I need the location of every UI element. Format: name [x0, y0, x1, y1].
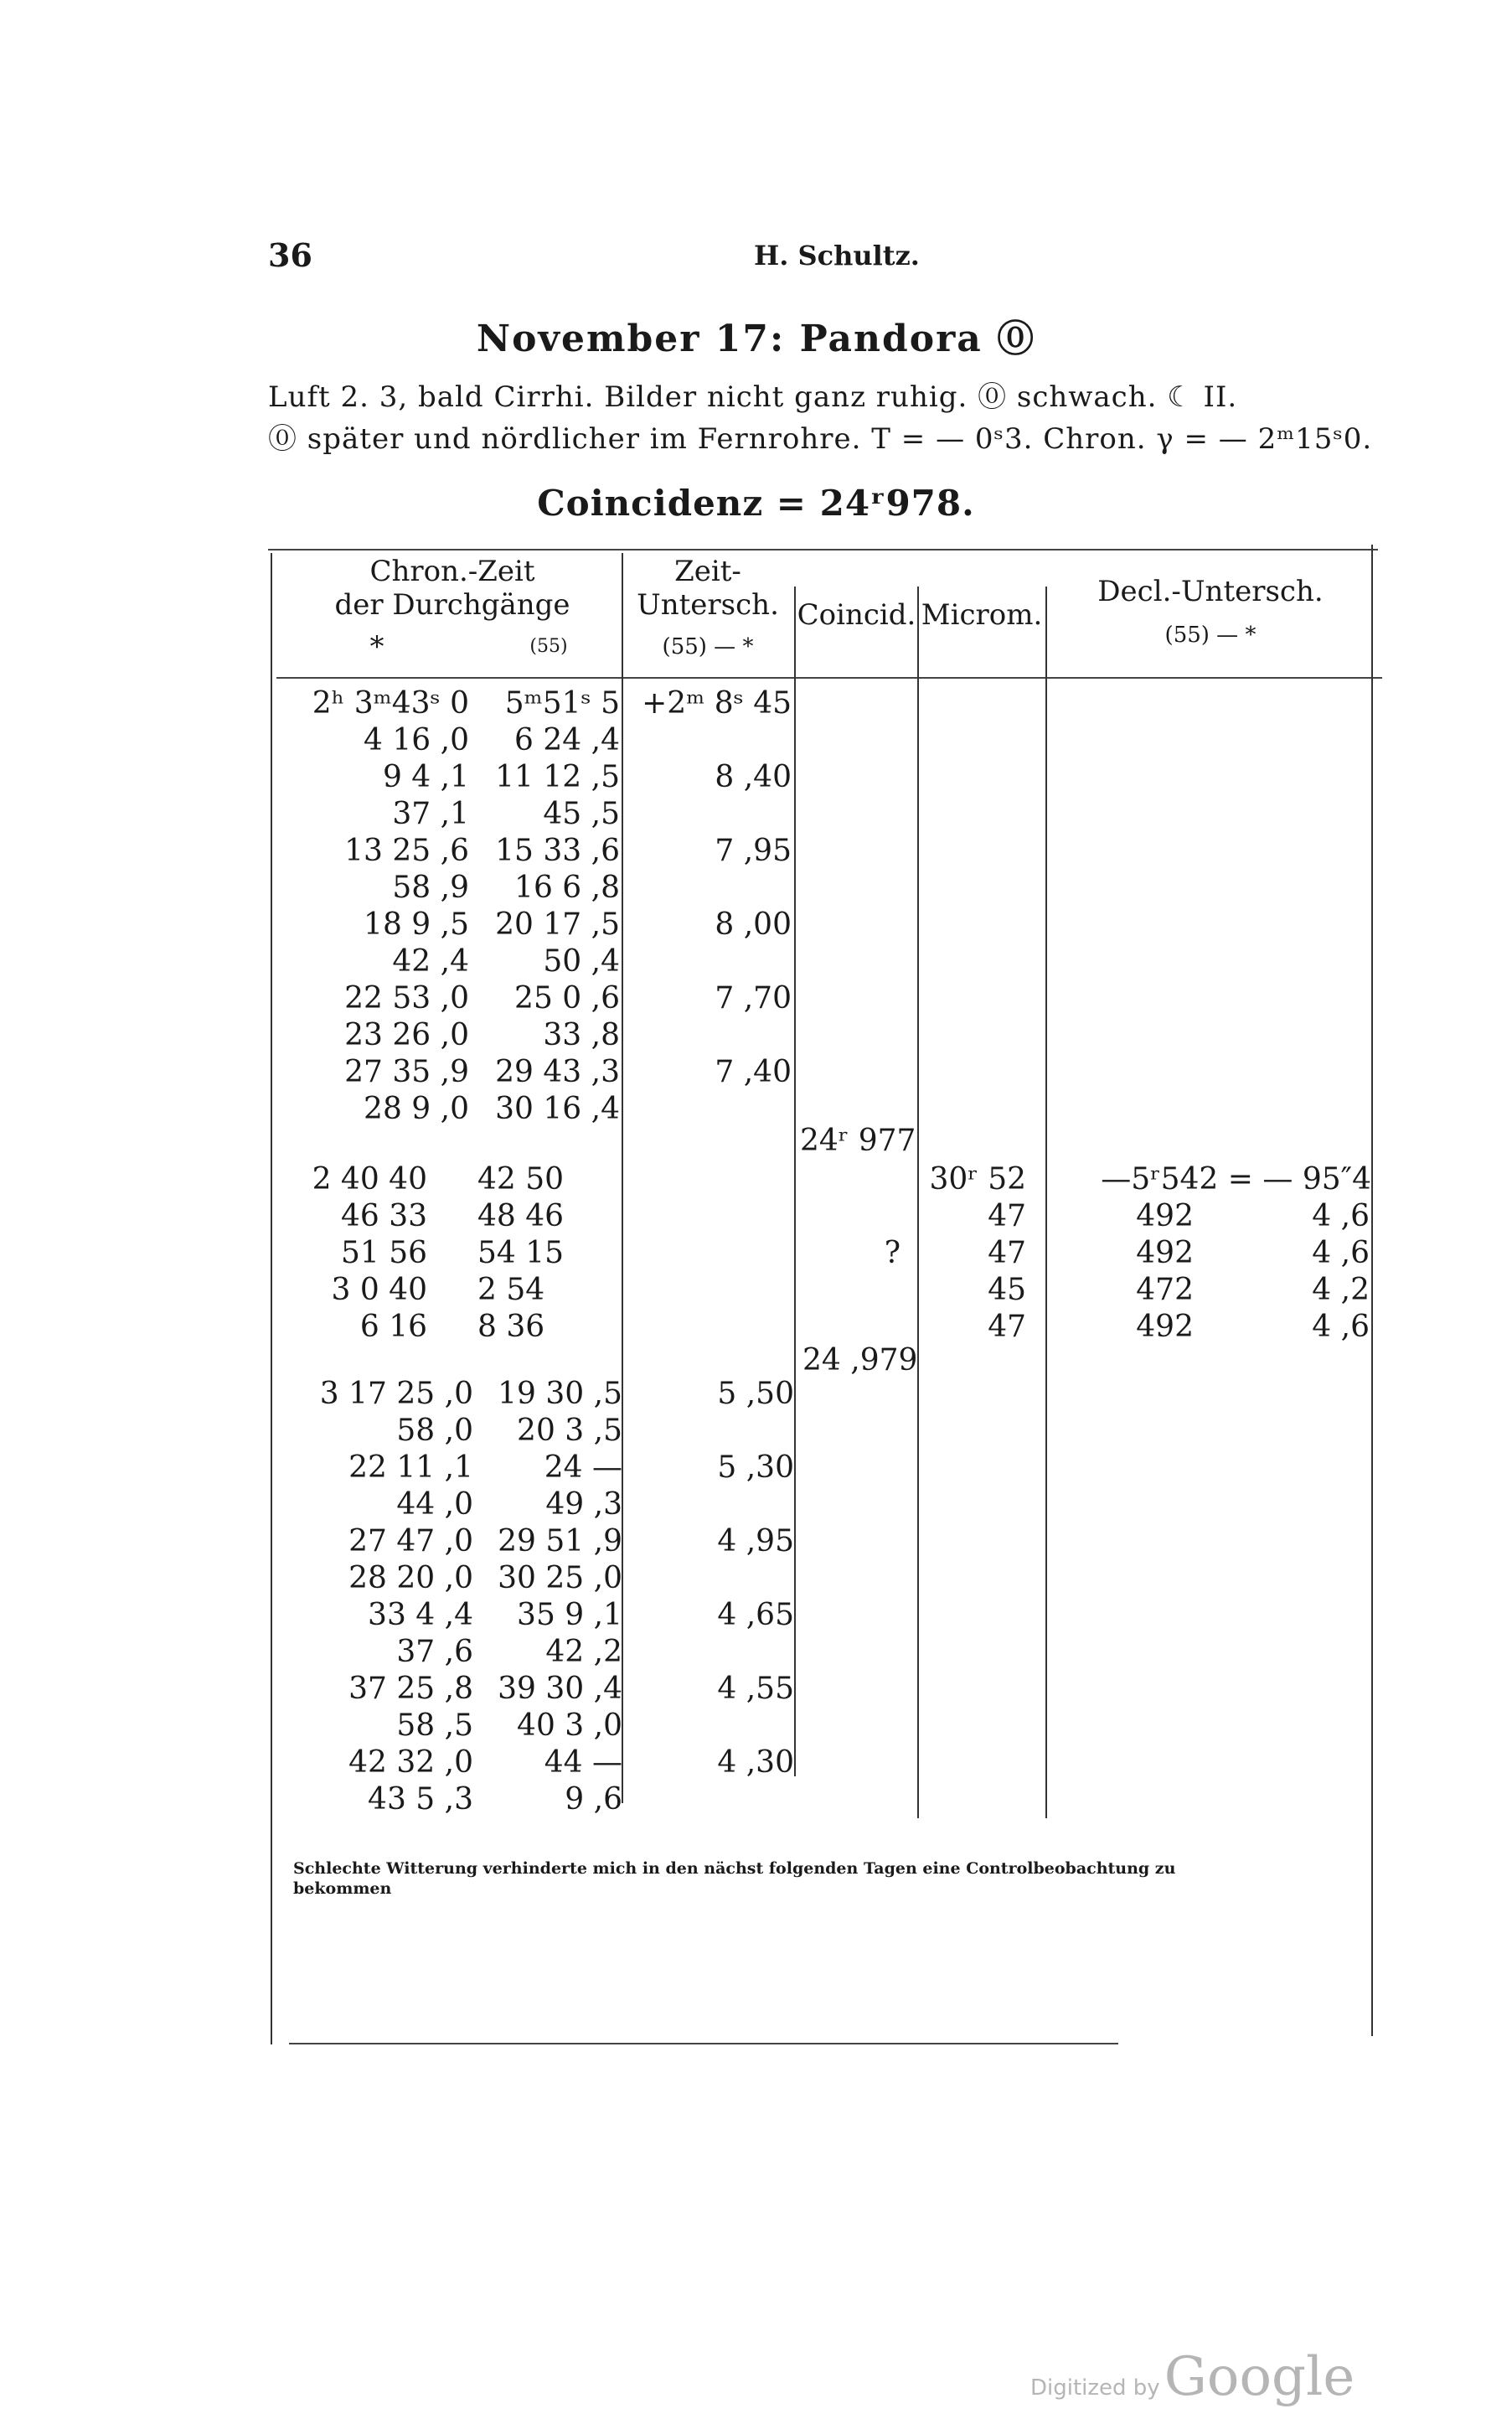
- chron-star-cell: 18 9 ,5: [364, 907, 469, 942]
- header-zeit-sub: (55) — *: [662, 634, 754, 659]
- chron-star-cell: 33 4 ,4: [368, 1598, 473, 1632]
- chron-planet-cell: 48 46: [477, 1199, 565, 1233]
- microm-cell: 47: [988, 1199, 1026, 1233]
- chron-planet-cell: 16 6 ,8: [514, 871, 620, 905]
- chron-star-cell: 28 9 ,0: [364, 1092, 469, 1126]
- chron-planet-cell: 45 ,5: [543, 797, 620, 831]
- chron-star-cell: 43 5 ,3: [368, 1782, 473, 1817]
- chron-star-cell: 37 25 ,8: [348, 1672, 473, 1706]
- chron-star-cell: 3 17 25 ,0: [319, 1377, 473, 1411]
- chron-planet-cell: 39 30 ,4: [498, 1672, 622, 1706]
- table-header-rule: [276, 677, 1382, 679]
- chron-planet-cell: 29 43 ,3: [495, 1055, 620, 1089]
- table-bottom-rule: [289, 2043, 1118, 2044]
- zeit-diff-cell: 4 ,95: [717, 1524, 794, 1558]
- chron-planet-cell: 8 36: [477, 1310, 545, 1344]
- zeit-diff-cell: 7 ,40: [715, 1055, 792, 1089]
- chron-star-cell: 9 4 ,1: [382, 760, 469, 794]
- chron-planet-cell: 30 16 ,4: [495, 1092, 620, 1126]
- chron-planet-cell: 49 ,3: [545, 1487, 622, 1522]
- decl-diff-cell: —5ʳ542 = — 95″4: [1101, 1162, 1371, 1197]
- chron-planet-cell: 5ᵐ51ˢ 5: [504, 686, 620, 721]
- chron-star-cell: 46 33: [340, 1199, 427, 1233]
- coincid-value-1: 24ʳ 977: [800, 1124, 916, 1158]
- chron-planet-cell: 15 33 ,6: [495, 834, 620, 868]
- decl-arcsec-cell: 4 ,6: [1312, 1236, 1370, 1270]
- google-watermark: [1030, 2346, 1355, 2408]
- chron-star-cell: 58 ,5: [396, 1708, 473, 1743]
- chron-planet-cell: 2 54: [477, 1273, 545, 1307]
- chron-star-cell: 4 16 ,0: [364, 723, 469, 757]
- chron-star-cell: 2 40 40: [312, 1162, 427, 1197]
- zeit-diff-cell: 8 ,40: [715, 760, 792, 794]
- zeit-diff-cell: 7 ,95: [715, 834, 792, 868]
- chron-star-cell: 22 11 ,1: [348, 1450, 473, 1485]
- chron-star-cell: 44 ,0: [396, 1487, 473, 1522]
- decl-arcsec-cell: 4 ,2: [1312, 1273, 1370, 1307]
- decl-diff-cell: 472: [1136, 1273, 1194, 1307]
- chron-star-cell: 42 32 ,0: [348, 1745, 473, 1780]
- chron-planet-cell: 20 17 ,5: [495, 907, 620, 942]
- chron-star-cell: 6 16: [359, 1310, 427, 1344]
- chron-planet-cell: 19 30 ,5: [498, 1377, 622, 1411]
- header-zeit-2: Untersch.: [637, 588, 779, 622]
- decl-arcsec-cell: 4 ,6: [1312, 1199, 1370, 1233]
- decl-diff-cell: 492: [1136, 1310, 1194, 1344]
- chron-star-cell: 58 ,9: [392, 871, 469, 905]
- section-title: November 17: Pandora ⓪: [476, 318, 1036, 360]
- header-decl-sub: (55) — *: [1164, 623, 1257, 648]
- zeit-diff-cell: 4 ,55: [717, 1672, 794, 1706]
- zeit-diff-cell: 4 ,65: [717, 1598, 794, 1632]
- zeit-diff-cell: 8 ,00: [715, 907, 792, 942]
- microm-cell: 30ʳ 52: [929, 1162, 1026, 1197]
- zeit-diff-cell: 4 ,30: [717, 1745, 794, 1780]
- chron-planet-cell: 6 24 ,4: [514, 723, 620, 757]
- chron-planet-cell: 29 51 ,9: [498, 1524, 622, 1558]
- chron-star-cell: 27 47 ,0: [348, 1524, 473, 1558]
- page-number: 36: [268, 236, 312, 274]
- col-divider-coincid: [794, 587, 796, 1776]
- footnote-line-1: Schlechte Witterung verhinderte mich in den nächst folgenden Tagen eine Controlbeobachtung zu: [293, 1859, 1176, 1878]
- header-chron-1: Chron.-Zeit: [369, 555, 535, 588]
- chron-planet-cell: 44 —: [544, 1745, 622, 1780]
- table-right-border: [1371, 545, 1373, 2036]
- chron-star-cell: 42 ,4: [392, 944, 469, 979]
- chron-planet-cell: 54 15: [477, 1236, 565, 1270]
- intro-line-2: ⓪ später und nördlicher im Fernrohre. T = — 0ˢ3. Chron. γ = — 2ᵐ15ˢ0.: [268, 422, 1373, 456]
- chron-planet-cell: 42 50: [477, 1162, 565, 1197]
- chron-star-cell: 37 ,6: [396, 1635, 473, 1669]
- watermark-logo-text: Google: [1164, 2346, 1355, 2408]
- zeit-diff-cell: 5 ,50: [717, 1377, 794, 1411]
- chron-planet-cell: 24 —: [544, 1450, 622, 1485]
- chron-planet-cell: 40 3 ,0: [517, 1708, 622, 1743]
- chron-planet-cell: 42 ,2: [545, 1635, 622, 1669]
- microm-cell: 45: [988, 1273, 1026, 1307]
- coincidenz-heading: Coincidenz = 24ʳ978.: [537, 483, 975, 524]
- footnote-line-2: bekommen: [293, 1879, 392, 1898]
- header-zeit-1: Zeit-: [674, 555, 741, 588]
- table-left-border: [271, 553, 272, 2044]
- header-coincid: Coincid.: [797, 598, 916, 632]
- zeit-diff-cell: 7 ,70: [715, 981, 792, 1016]
- table-top-rule: [268, 549, 1378, 550]
- chron-star-cell: 27 35 ,9: [344, 1055, 469, 1089]
- chron-star-cell: 28 20 ,0: [348, 1561, 473, 1595]
- chron-planet-cell: 30 25 ,0: [498, 1561, 622, 1595]
- coincid-cell: ?: [884, 1236, 900, 1270]
- coincid-value-2: 24 ,979: [802, 1343, 918, 1377]
- col-divider-decl: [1045, 587, 1047, 1818]
- chron-planet-cell: 35 9 ,1: [517, 1598, 622, 1632]
- microm-cell: 47: [988, 1236, 1026, 1270]
- chron-star-cell: 51 56: [340, 1236, 427, 1270]
- running-head-author: H. Schultz.: [754, 240, 920, 271]
- chron-planet-cell: 11 12 ,5: [495, 760, 620, 794]
- header-chron-2: der Durchgänge: [334, 588, 570, 622]
- footnote: [293, 1858, 1175, 1899]
- decl-diff-cell: 492: [1136, 1199, 1194, 1233]
- chron-star-cell: 23 26 ,0: [344, 1018, 469, 1052]
- zeit-diff-cell: +2ᵐ 8ˢ 45: [642, 686, 792, 721]
- chron-star-cell: 37 ,1: [392, 797, 469, 831]
- zeit-diff-cell: 5 ,30: [717, 1450, 794, 1485]
- chron-planet-cell: 33 ,8: [543, 1018, 620, 1052]
- header-chron-star: *: [369, 630, 384, 664]
- microm-cell: 47: [988, 1310, 1026, 1344]
- watermark-small-text: Digitized by: [1030, 2375, 1160, 2401]
- header-chron-planet: (55): [529, 636, 568, 657]
- chron-star-cell: 2ʰ 3ᵐ43ˢ 0: [312, 686, 469, 721]
- chron-star-cell: 3 0 40: [331, 1273, 427, 1307]
- col-divider-microm: [917, 587, 919, 1818]
- decl-diff-cell: 492: [1136, 1236, 1194, 1270]
- chron-planet-cell: 25 0 ,6: [514, 981, 620, 1016]
- chron-star-cell: 22 53 ,0: [344, 981, 469, 1016]
- header-decl: Decl.-Untersch.: [1097, 575, 1324, 608]
- chron-star-cell: 13 25 ,6: [344, 834, 469, 868]
- chron-planet-cell: 20 3 ,5: [517, 1414, 622, 1448]
- chron-planet-cell: 50 ,4: [543, 944, 620, 979]
- header-microm: Microm.: [921, 598, 1043, 632]
- decl-arcsec-cell: 4 ,6: [1312, 1310, 1370, 1344]
- chron-planet-cell: 9 ,6: [565, 1782, 622, 1817]
- chron-star-cell: 58 ,0: [396, 1414, 473, 1448]
- intro-line-1: Luft 2. 3, bald Cirrhi. Bilder nicht ganz ruhig. ⓪ schwach. ☾ II.: [268, 380, 1238, 414]
